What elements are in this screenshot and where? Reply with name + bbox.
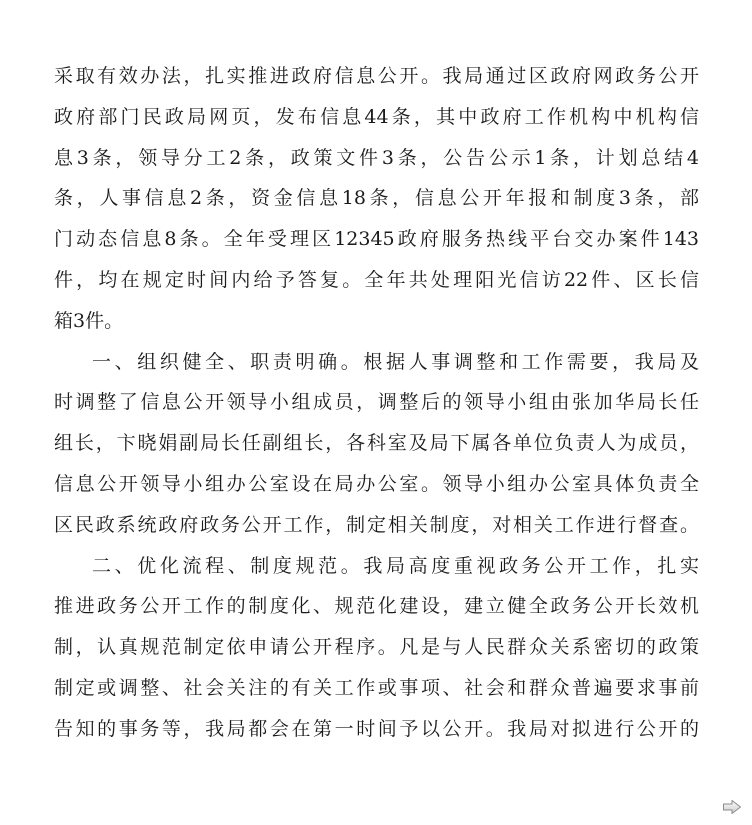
text-line: 箱3件。 (54, 309, 124, 332)
paragraph-summary (54, 56, 699, 342)
next-page-arrow-icon (722, 799, 742, 815)
paragraph-organization (54, 342, 699, 546)
text-line: 制定或调整、社会关注的有关工作或事项、社会和群众普遍要求事前 (54, 676, 699, 699)
next-page-arrow-icon[interactable] (722, 799, 742, 815)
text-line: 政府部门民政局网页，发布信息44条，其中政府工作机构中机构信 (54, 105, 699, 128)
text-line: 采取有效办法，扎实推进政府信息公开。我局通过区政府网政务公开 (54, 65, 699, 87)
text-line: 件，均在规定时间内给予答复。全年共处理阳光信访22件、区长信 (54, 268, 699, 291)
text-line: 组长，卞晓娟副局长任副组长，各科室及局下属各单位负责人为成员， (54, 432, 699, 455)
text-line: 息3条，领导分工2条，政策文件3条，公告公示1条，计划总结4 (54, 146, 699, 169)
text-line: 信息公开领导小组办公室设在局办公室。领导小组办公室具体负责全 (54, 472, 699, 495)
paragraph-process (54, 546, 699, 750)
text-line: 二、优化流程、制度规范。我局高度重视政务公开工作，扎实 (92, 554, 699, 577)
text-line: 告知的事务等，我局都会在第一时间予以公开。我局对拟进行公开的 (54, 717, 699, 740)
text-line: 推进政务公开工作的制度化、规范化建设，建立健全政务公开长效机 (54, 595, 699, 618)
text-line: 条，人事信息2条，资金信息18条，信息公开年报和制度3条，部 (54, 187, 699, 210)
text-line: 制，认真规范制定依申请公开程序。凡是与人民群众关系密切的政策 (54, 636, 699, 659)
text-line: 一、组织健全、职责明确。根据人事调整和工作需要，我局及 (92, 350, 699, 373)
document-body (54, 56, 699, 750)
text-line: 时调整了信息公开领导小组成员，调整后的领导小组由张加华局长任 (54, 391, 699, 414)
text-line: 门动态信息8条。全年受理区12345政府服务热线平台交办案件143 (54, 228, 699, 251)
text-line: 区民政系统政府政务公开工作，制定相关制度，对相关工作进行督查。 (54, 513, 699, 536)
